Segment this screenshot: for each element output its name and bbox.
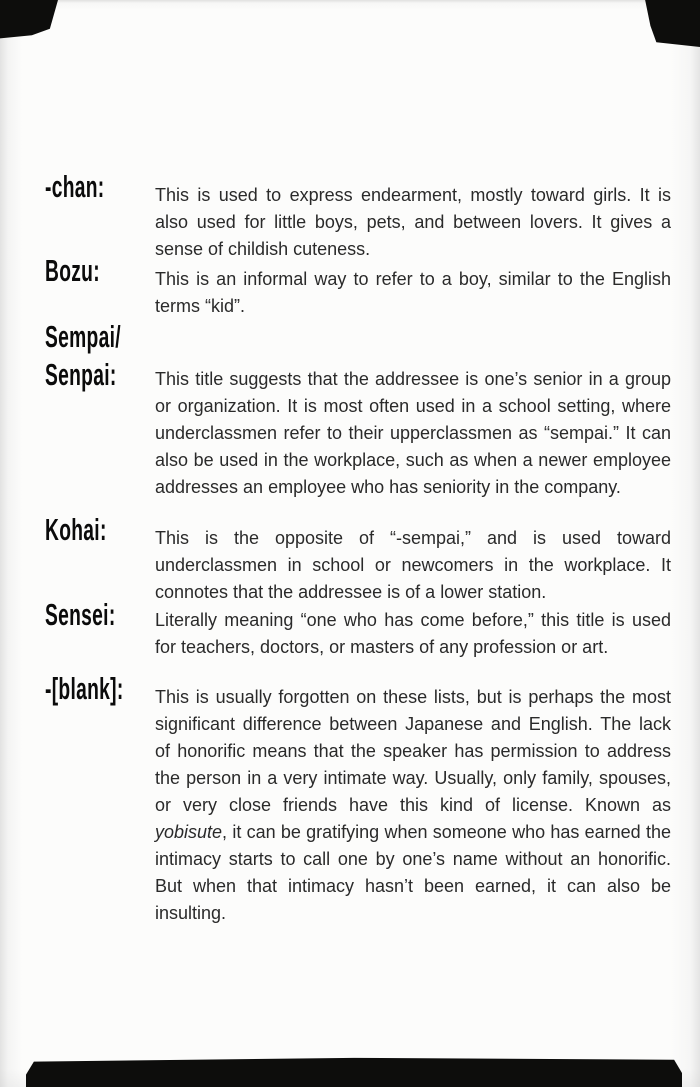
term-definition-chan: This is used to express endearment, mostly toward girls. It is also used for little boys, pets, and between lovers. It gives a sense of childish cuteness. [155,185,671,259]
term-label-line-sempai: Sempai/ [45,319,121,354]
term-label-sensei: Sensei: [45,597,116,632]
scan-mark-top-left [0,0,58,40]
scan-mark-bottom-bar [26,1056,682,1087]
term-label-line-senpai: Senpai: [45,357,117,392]
term-definition-sempai-senpai: This title suggests that the addressee is one’s senior in a group or organization. It is most often used in a school setting, where underclassmen refer to their upperclassmen as “sempai.” It can also be used in the workplace, such as when a newer employee addresses an employee who has seniority in the company. [155,369,671,497]
term-label-kohai: Kohai: [45,512,107,547]
term-definition-bozu: This is an informal way to refer to a boy, similar to the English terms “kid”. [155,269,671,316]
term-label-bozu: Bozu: [45,253,100,288]
term-label-sempai-senpai [45,318,121,394]
scan-mark-top-right [641,0,700,47]
definition-text-after-italic: , it can be gratifying when someone who has earned the intimacy starts to call one by one’s name without an honorific. But when that intimacy hasn’t been earned, it can also be insulting. [155,822,671,923]
term-label-chan: -chan: [45,169,105,204]
term-definition-sensei: Literally meaning “one who has come before,” this title is used for teachers, doctors, or masters of any profession or art. [155,610,671,657]
term-definition-kohai: This is the opposite of “-sempai,” and is used toward underclassmen in school or newcomers in the workplace. It connotes that the addressee is of a lower station. [155,528,671,602]
definition-italic-word: yobisute [155,822,223,842]
term-definition-blank [155,684,671,927]
term-label-blank: -[blank]: [45,671,124,706]
definition-text-before-italic: This is usually forgotten on these lists, but is perhaps the most significant difference between Japanese and English. The lack of honorific means that the speaker has permission to address the person in a very intimate way. Usually, only family, spouses, or very close friends have this kind of license. Known as [155,687,671,815]
